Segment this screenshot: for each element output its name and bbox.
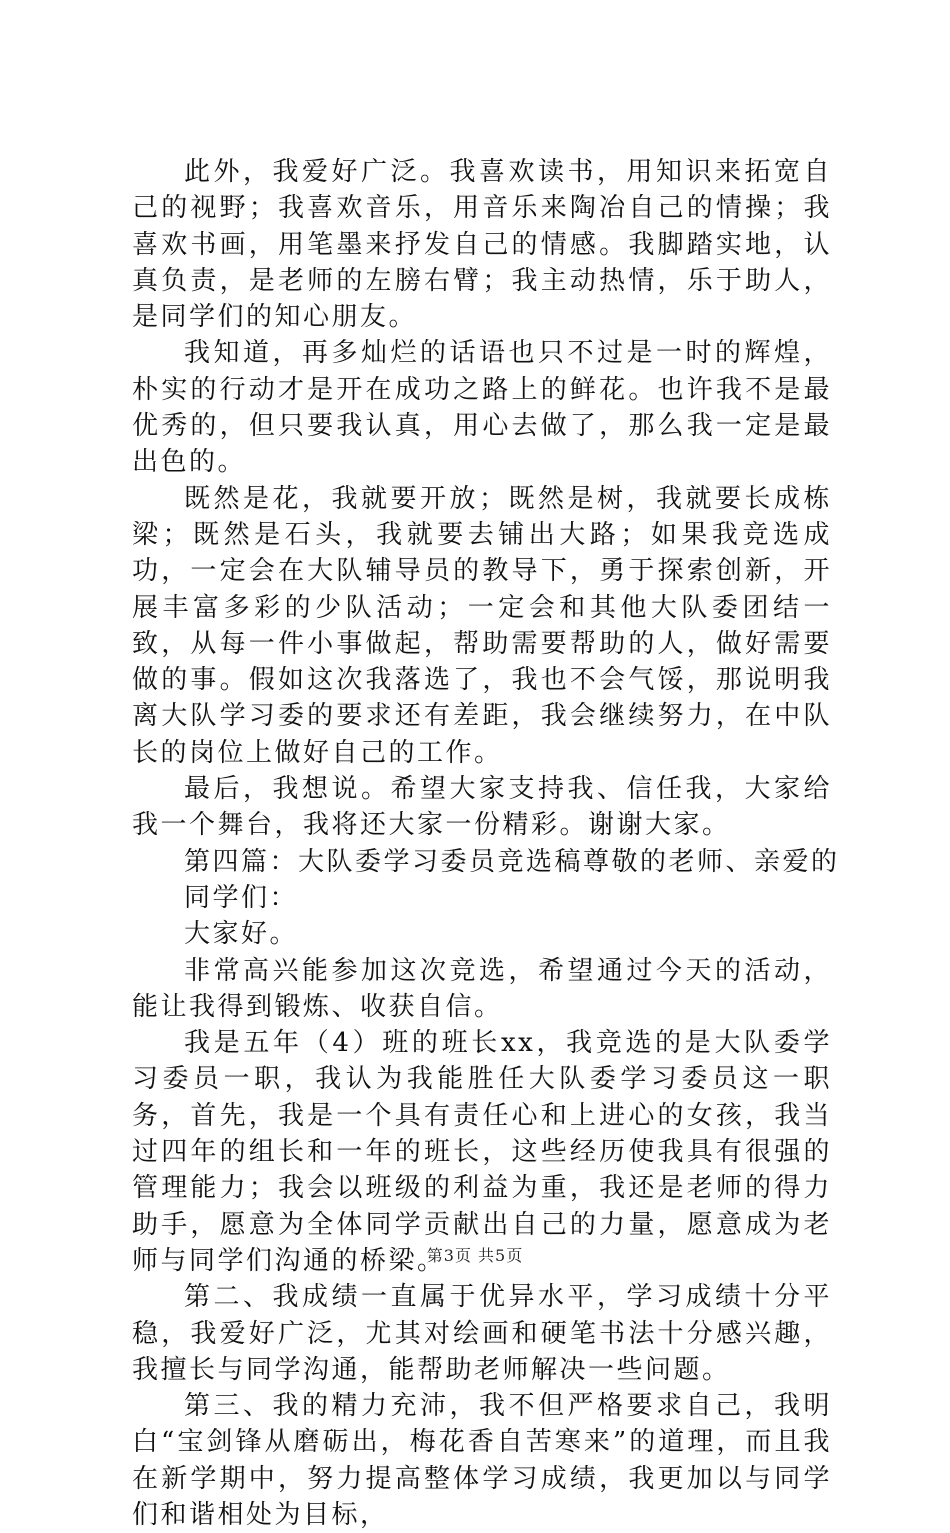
paragraph-hobbies: 此外，我爱好广泛。我喜欢读书，用知识来拓宽自己的视野；我喜欢音乐，用音乐来陶冶自己的情操；我喜欢书画，用笔墨来抒发自己的情感。我脚踏实地，认真负责，是老师的左膀右臂；我主动热情，乐于助人，是同学们的知心朋友。 <box>132 157 832 333</box>
paragraph-closing: 最后，我想说。希望大家支持我、信任我，大家给我一个舞台，我将还大家一份精彩。谢谢大家。 <box>132 774 832 841</box>
paragraph-intro: 非常高兴能参加这次竞选，希望通过今天的活动，能让我得到锻炼、收获自信。 <box>132 955 832 1022</box>
page-footer: 第3页 共5页 <box>426 1246 524 1265</box>
paragraph-promise: 既然是花，我就要开放；既然是树，我就要长成栋梁；既然是石头，我就要去铺出大路；如果我竞选成功，一定会在大队辅导员的教导下，勇于探索创新，开展丰富多彩的少队活动；一定会和其他大队委团结一致，从每一件小事做起，帮助需要帮助的人，做好需要做的事。假如这次我落选了，我也不会气馁，那说明我离大队学习委的要求还有差距，我会继续努力，在中队长的岗位上做好自己的工作。 <box>132 483 832 768</box>
salutation: 同学们： <box>184 882 299 913</box>
document-body <box>132 154 840 1533</box>
paragraph-second-reason: 第二、我成绩一直属于优异水平，学习成绩十分平稳，我爱好广泛，尤其对绘画和硬笔书法十分感兴趣，我擅长与同学沟通，能帮助老师解决一些问题。 <box>132 1282 832 1385</box>
section-title: 第四篇：大队委学习委员竞选稿尊敬的老师、亲爱的 <box>184 846 840 877</box>
paragraph-action: 我知道，再多灿烂的话语也只不过是一时的辉煌，朴实的行动才是开在成功之路上的鲜花。也许我不是最优秀的，但只要我认真，用心去做了，那么我一定是最出色的。 <box>132 338 832 478</box>
paragraph-first-reason: 我是五年（4）班的班长xx，我竞选的是大队委学习委员一职，我认为我能胜任大队委学习委员这一职务，首先，我是一个具有责任心和上进心的女孩，我当过四年的组长和一年的班长，这些经历使我具有很强的管理能力；我会以班级的利益为重，我还是老师的得力助手，愿意为全体同学贡献出自己的力量，愿意成为老师与同学们沟通的桥梁。 <box>132 1028 832 1276</box>
paragraph-third-reason: 第三、我的精力充沛，我不但严格要求自己，我明白“宝剑锋从磨砺出，梅花香自苦寒来”的道理，而且我在新学期中，努力提高整体学习成绩，我更加以与同学们和谐相处为目标， <box>132 1391 832 1530</box>
greeting: 大家好。 <box>184 919 299 950</box>
